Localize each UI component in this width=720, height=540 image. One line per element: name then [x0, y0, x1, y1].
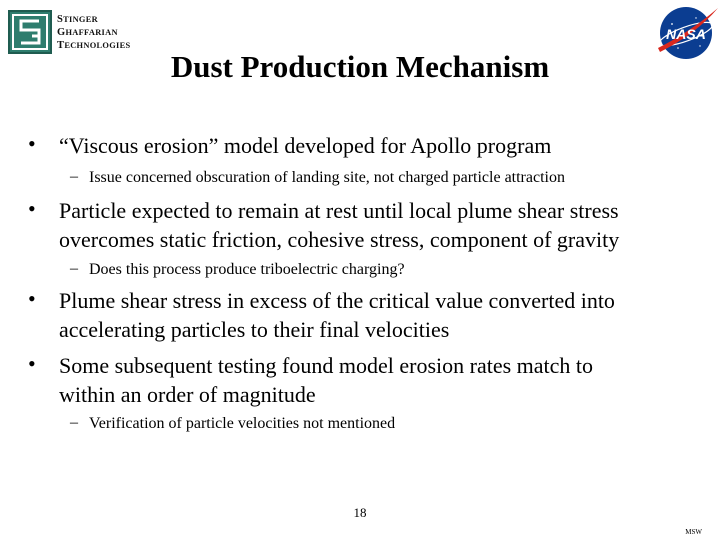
logo-line-2: GHAFFARIAN — [57, 27, 118, 38]
bullet-4-line-1: Some subsequent testing found model erosion rates match to — [59, 353, 594, 378]
bullet-glyph: • — [28, 196, 36, 221]
bullet-glyph: • — [28, 286, 36, 311]
dash-glyph: – — [70, 260, 78, 277]
sub-bullet-2-1-text: Does this process produce triboelectric charging? — [89, 261, 405, 278]
logo-line-1: STINGER — [57, 14, 98, 25]
bullet-1-text: “Viscous erosion” model developed for Apollo program — [59, 133, 552, 158]
bullet-2-line-2: overcomes static friction, cohesive stress, component of gravity — [59, 227, 620, 252]
dash-glyph: – — [70, 168, 78, 185]
logo-line-3: TECHNOLOGIES — [57, 40, 131, 51]
bullet-glyph: • — [28, 351, 36, 376]
sub-bullet-4-1-text: Verification of particle velocities not mentioned — [89, 415, 396, 432]
sub-bullet-1-1-text: Issue concerned obscuration of landing site, not charged particle attraction — [89, 169, 565, 186]
bullet-4-line-2: within an order of magnitude — [59, 382, 316, 407]
page-number: 18 — [353, 505, 367, 520]
bullet-3-line-1: Plume shear stress in excess of the critical value converted into — [59, 288, 615, 313]
slide-title: Dust Production Mechanism — [170, 49, 550, 84]
bullet-glyph: • — [28, 131, 36, 156]
bullet-3-line-2: accelerating particles to their final velocities — [59, 317, 450, 342]
dash-glyph: – — [70, 414, 78, 431]
bullet-2-line-1: Particle expected to remain at rest until local plume shear stress — [59, 198, 619, 223]
nasa-logo-text: NASA — [666, 26, 706, 42]
footer-initials: MSW — [685, 528, 702, 536]
